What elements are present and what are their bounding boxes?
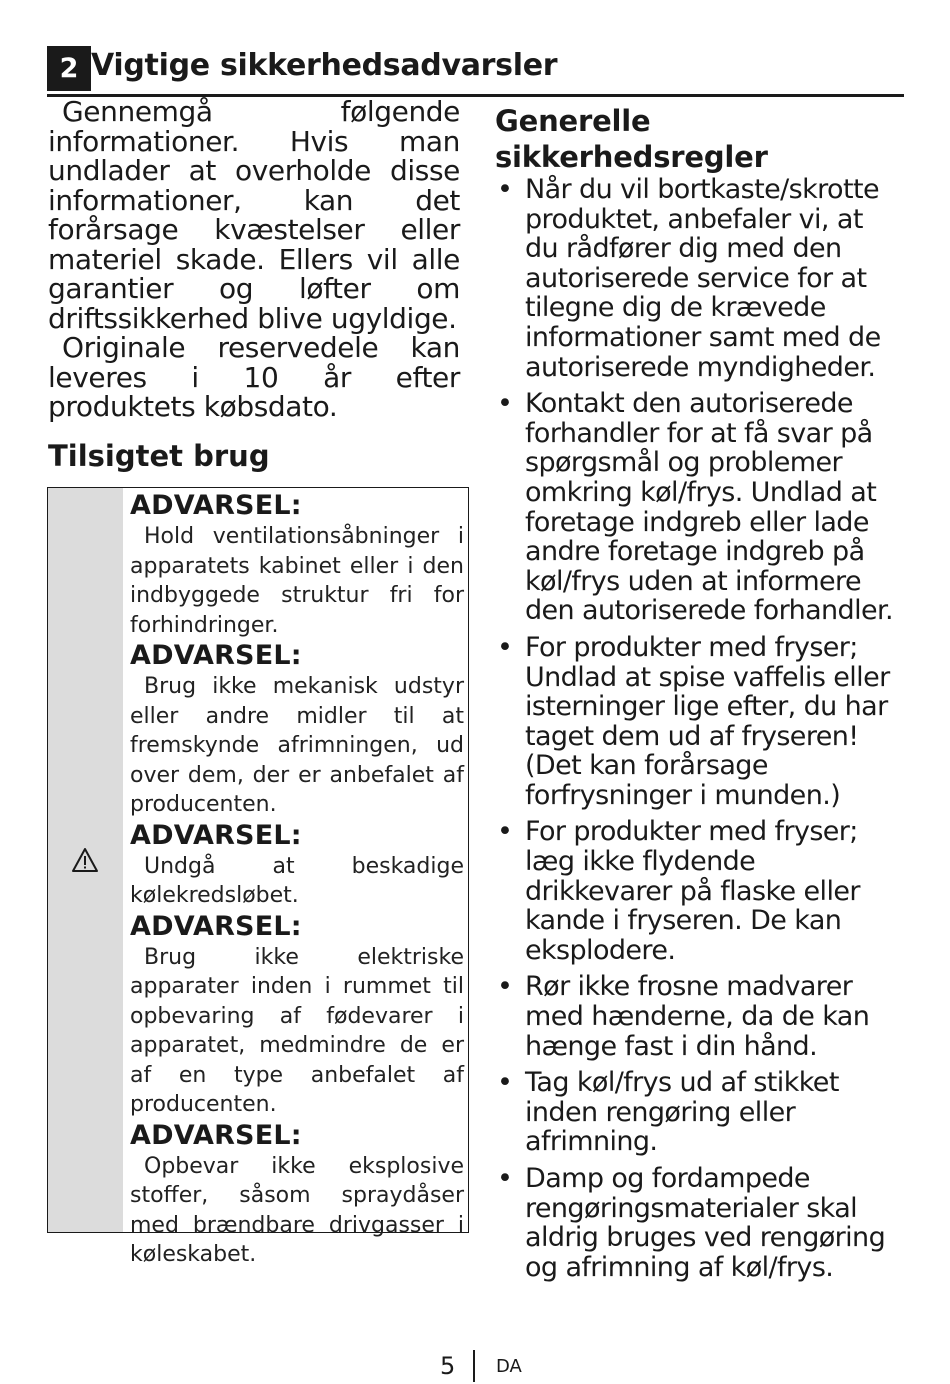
warning-title: ADVARSEL: — [130, 1119, 302, 1151]
warning-title: ADVARSEL: — [130, 640, 302, 671]
warning-title: ADVARSEL: — [130, 910, 302, 942]
warning-list — [130, 490, 464, 1270]
page-footer — [0, 1348, 950, 1384]
bullet-icon: • — [497, 1163, 513, 1194]
warning-text: Opbevar ikke eksplosive stoffer, såsom spraydåser med brændbare drivgasser i køleskabet. — [130, 1153, 464, 1267]
left-column — [48, 97, 460, 476]
warning-item — [130, 490, 464, 640]
warning-title: ADVARSEL: — [130, 490, 302, 521]
general-rules-list — [495, 175, 900, 1282]
intro-paragraph: Gennemgå følgende informationer. Hvis man undlader at overholde disse informationer, kan det forårsage kvæstelser eller materiel skade. Ellers vil alle garantier og løfter om driftssikkerhed blive ugyldige. — [48, 95, 460, 335]
warning-item — [130, 1120, 464, 1270]
list-item: • For produkter med fryser; Undlad at spise vaffelis eller isterninger lige efter, du har taget dem ud af fryseren! (Det kan forårsage forfrysninger i munden.) — [497, 631, 890, 811]
bullet-icon: • — [497, 631, 513, 663]
warning-text: Brug ikke mekanisk udstyr eller andre midler til at fremskynde afrimningen, ud over dem, der er anbefalet af producenten. — [130, 674, 464, 817]
language-code: DA — [496, 1356, 522, 1377]
list-item: • Når du vil bortkaste/skrotte produktet, anbefaler vi, at du rådfører dig med den autoriserede service for at tilegne dig de krævede informationer samt med de autoriserede myndigheder. — [497, 174, 881, 383]
intended-use-heading: Tilsigtet brug — [48, 438, 270, 473]
bullet-icon: • — [497, 816, 513, 848]
section-header — [47, 46, 904, 97]
general-rules-heading: Generelle sikkerhedsregler — [495, 104, 768, 174]
page-number: 5 — [440, 1352, 456, 1380]
bullet-icon: • — [497, 388, 513, 420]
section-title: Vigtige sikkerhedsadvarsler — [91, 48, 558, 83]
warning-item — [130, 911, 464, 1120]
warning-sidebar — [48, 488, 123, 1232]
bullet-icon: • — [497, 971, 513, 1003]
warning-text: Undgå at beskadige kølekredsløbet. — [130, 853, 464, 908]
intro-paragraph: Originale reservedele kan leveres i 10 år efter produktets købsdato. — [48, 331, 460, 423]
warning-item — [130, 820, 464, 911]
warning-title: ADVARSEL: — [130, 819, 302, 851]
right-column — [495, 103, 900, 1289]
warning-triangle-icon — [70, 846, 100, 874]
bullet-icon: • — [497, 174, 513, 205]
footer-divider — [473, 1350, 475, 1382]
bullet-icon: • — [497, 1067, 513, 1099]
warning-text: Brug ikke elektriske apparater inden i rummet til opbevaring af fødevarer i apparatet, medmindre de er af en type anbefalet af producenten. — [130, 944, 464, 1117]
section-number: 2 — [47, 46, 91, 91]
list-item: • Damp og fordampede rengøringsmaterialer skal aldrig bruges ved rengøring og afrimning af køl/frys. — [497, 1163, 886, 1283]
warning-text: Hold ventilationsåbninger i apparatets kabinet eller i den indbyggede struktur fri for forhindringer. — [130, 524, 464, 638]
warning-box — [47, 487, 469, 1267]
list-item: • Kontakt den autoriserede forhandler for at få svar på spørgsmål og problemer omkring køl/frys. Undlad at foretage indgreb eller lade andre foretage indgreb på køl/frys uden at informere den autoriserede forhandler. — [497, 388, 894, 627]
warning-item — [130, 640, 464, 820]
list-item: • For produkter med fryser; læg ikke flydende drikkevarer på flaske eller kande i fryseren. De kan eksplodere. — [497, 816, 860, 966]
list-item: • Tag køl/frys ud af stikket inden rengøring eller afrimning. — [497, 1067, 839, 1158]
list-item: • Rør ikke frosne madvarer med hænderne, da de kan hænge fast i din hånd. — [497, 971, 870, 1062]
